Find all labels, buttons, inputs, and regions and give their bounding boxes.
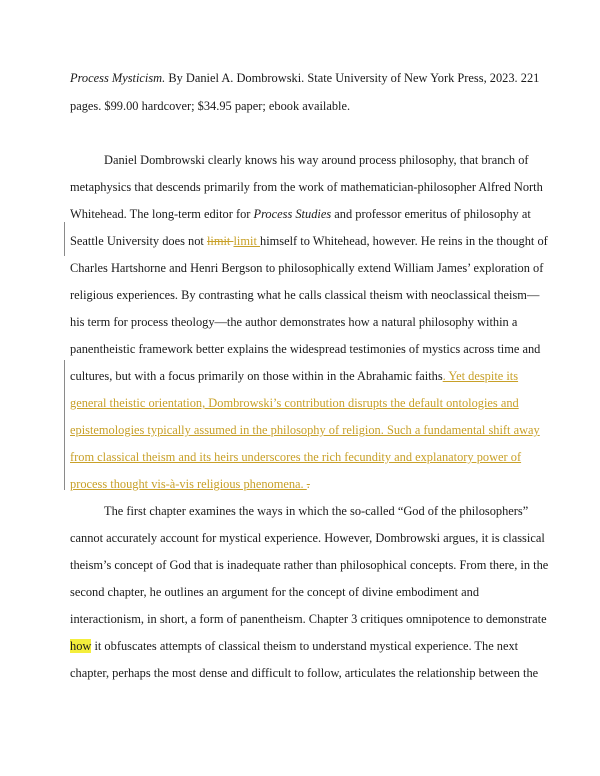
tracked-deletion[interactable]: limit (206, 234, 234, 248)
change-bar (64, 222, 65, 256)
p2-line-6: how it obfuscates attempts of classical theism to understand mystical experience. The next (70, 639, 519, 653)
p1-line-11-inserted[interactable]: epistemologies typically assumed in the philosophy of religion. Such a fundamental shift away (70, 423, 540, 437)
p1-line-6: religious experiences. By contrasting what he calls classical theism with neoclassical theism— (70, 288, 540, 302)
tracked-deletion[interactable]: . (306, 477, 310, 491)
citation-line-1 (70, 70, 540, 86)
change-bar (64, 360, 65, 490)
book-title: Process Mysticism. (70, 71, 166, 85)
p2-line-2: cannot accurately account for mystical experience. However, Dombrowski argues, it is classical (70, 531, 545, 545)
p1-line-3: Whitehead. The long-term editor for Process Studies and professor emeritus of philosophy at (70, 207, 531, 221)
highlighted-word[interactable]: how (70, 639, 92, 653)
citation-line-2: pages. $99.00 hardcover; $34.95 paper; ebook available. (70, 99, 351, 113)
p1-line-9: cultures, but with a focus primarily on those within in the Abrahamic faiths. Yet despite its (70, 369, 519, 383)
p1-line-2: metaphysics that descends primarily from the work of mathematician-philosopher Alfred North (70, 180, 543, 194)
p1-line-5: Charles Hartshorne and Henri Bergson to philosophically extend William James’ exploration of (70, 261, 544, 275)
p1-line-4: Seattle University does not limit limit himself to Whitehead, however. He reins in the thought of (70, 234, 548, 248)
p2-line-4: second chapter, he outlines an argument for the concept of divine embodiment and (70, 585, 480, 599)
citation-details: By Daniel A. Dombrowski. State University of New York Press, 2023. 221 (165, 71, 540, 85)
p2-line-5: interactionism, in short, a form of panentheism. Chapter 3 critiques omnipotence to demonstrate (70, 612, 547, 626)
tracked-insertion[interactable]: limit (233, 234, 260, 248)
p1-line-12-inserted[interactable]: from classical theism and its heirs underscores the rich fecundity and explanatory power of (70, 450, 522, 464)
p2-line-1: The first chapter examines the ways in which the so-called “God of the philosophers” (104, 504, 529, 518)
p2-line-7: chapter, perhaps the most dense and difficult to follow, articulates the relationship between the (70, 666, 539, 680)
p1-line-7: his term for process theology—the author demonstrates how a natural philosophy within a (70, 315, 518, 329)
tracked-insertion[interactable]: . Yet despite its (442, 369, 519, 383)
tracked-insertion[interactable]: process thought vis-à-vis religious phenomena. (70, 477, 307, 491)
p1-line-13 (70, 476, 540, 492)
journal-title: Process Studies (253, 207, 332, 221)
p2-line-3: theism’s concept of God that is inadequate rather than philosophical concepts. From there, in the (70, 558, 549, 572)
p1-line-1: Daniel Dombrowski clearly knows his way around process philosophy, that branch of (104, 153, 529, 167)
p1-line-8: panentheistic framework better explains the widespread testimonies of mystics across time and (70, 342, 541, 356)
p1-line-10-inserted[interactable]: general theistic orientation, Dombrowski’s contribution disrupts the default ontologies and (70, 396, 519, 410)
